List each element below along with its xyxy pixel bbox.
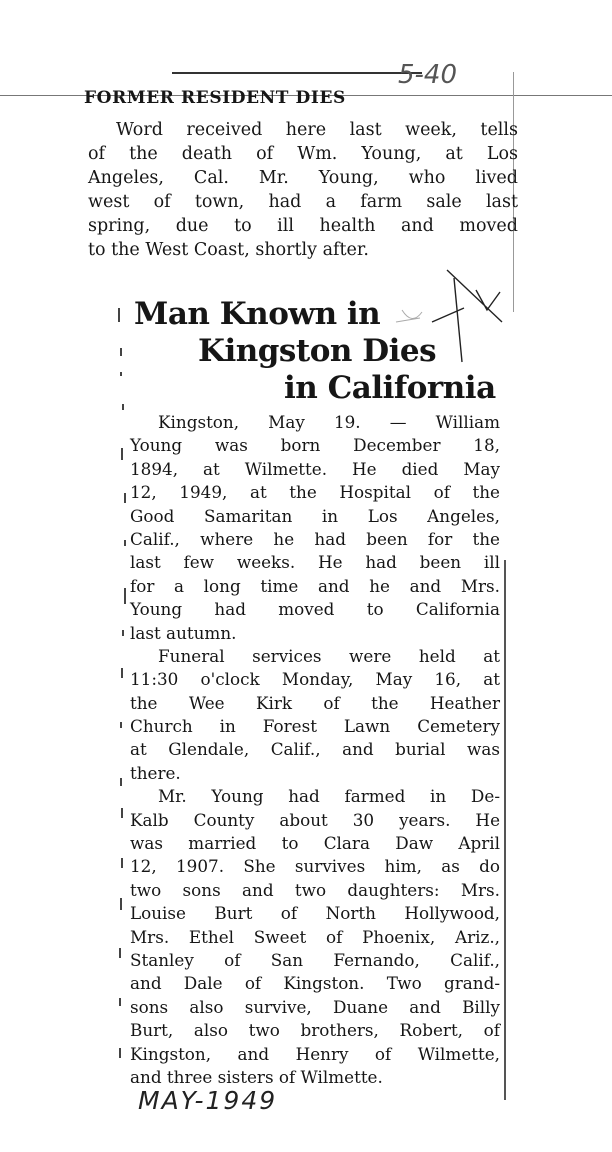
body-line: the Wee Kirk of the Heather (130, 692, 500, 713)
body-line: was married to Clara Daw April (130, 833, 500, 854)
body-line: Mrs. Ethel Sweet of Phoenix, Ariz., (130, 926, 500, 947)
clipping-2-left-edge (116, 308, 126, 1108)
body-line: Kingston, May 19. — William (158, 412, 500, 432)
body-line: sons also survive, Duane and Billy (130, 996, 500, 1017)
top-rule-clipping (172, 72, 422, 74)
body-line: last autumn. (130, 622, 237, 643)
body-line: Calif., where he had been for the (130, 528, 500, 549)
body-line: 12, 1907. She survives him, as do (130, 856, 500, 877)
clipping-1-headline: FORMER RESIDENT DIES (84, 88, 346, 108)
clipping-1-line: Word received here last week, tells (116, 120, 518, 140)
body-line: Church in Forest Lawn Cemetery (130, 716, 500, 737)
body-line: at Glendale, Calif., and burial was (130, 739, 500, 760)
body-line: Stanley of San Fernando, Calif., (130, 949, 500, 970)
headline-line-2: Kingston Dies (198, 333, 437, 369)
handwritten-date-1: 5-40 (398, 60, 458, 90)
clipping-2-body (130, 411, 500, 1089)
headline-line-1: Man Known in (134, 296, 381, 332)
body-line: Kalb County about 30 years. He (130, 809, 500, 830)
body-line: Funeral services were held at (158, 645, 500, 666)
clipping-1-line: of the death of Wm. Young, at Los (88, 144, 518, 164)
clipping-2-right-edge (504, 560, 506, 1100)
body-line: Young was born December 18, (130, 435, 500, 456)
clipping-1-body (88, 118, 518, 262)
body-line: two sons and two daughters: Mrs. (130, 879, 500, 900)
body-line: there. (130, 762, 181, 783)
clipping-2-headline (130, 296, 502, 407)
body-line: Louise Burt of North Hollywood, (130, 903, 500, 924)
body-line: Good Samaritan in Los Angeles, (130, 505, 500, 526)
clipping-1-line: to the West Coast, shortly after. (88, 240, 369, 260)
body-line: Burt, also two brothers, Robert, of (130, 1020, 500, 1041)
clipping-1-line: west of town, had a farm sale last (88, 192, 518, 212)
body-line: and Dale of Kingston. Two grand- (130, 973, 500, 994)
body-line: 12, 1949, at the Hospital of the (130, 482, 500, 503)
body-line: last few weeks. He had been ill (130, 552, 500, 573)
body-line: 1894, at Wilmette. He died May (130, 458, 500, 479)
body-line: Kingston, and Henry of Wilmette, (130, 1043, 500, 1064)
body-line: and three sisters of Wilmette. (130, 1066, 383, 1087)
clipping-1-line: spring, due to ill health and moved (88, 216, 518, 236)
clipping-1-line: Angeles, Cal. Mr. Young, who lived (88, 168, 518, 188)
body-line: for a long time and he and Mrs. (130, 575, 500, 596)
headline-line-3: in California (284, 370, 496, 406)
body-line: Mr. Young had farmed in De- (158, 786, 500, 807)
body-line: 11:30 o'clock Monday, May 16, at (130, 669, 500, 690)
handwritten-date-2: MAY-1949 (138, 1086, 278, 1115)
body-line: Young had moved to California (130, 599, 500, 620)
